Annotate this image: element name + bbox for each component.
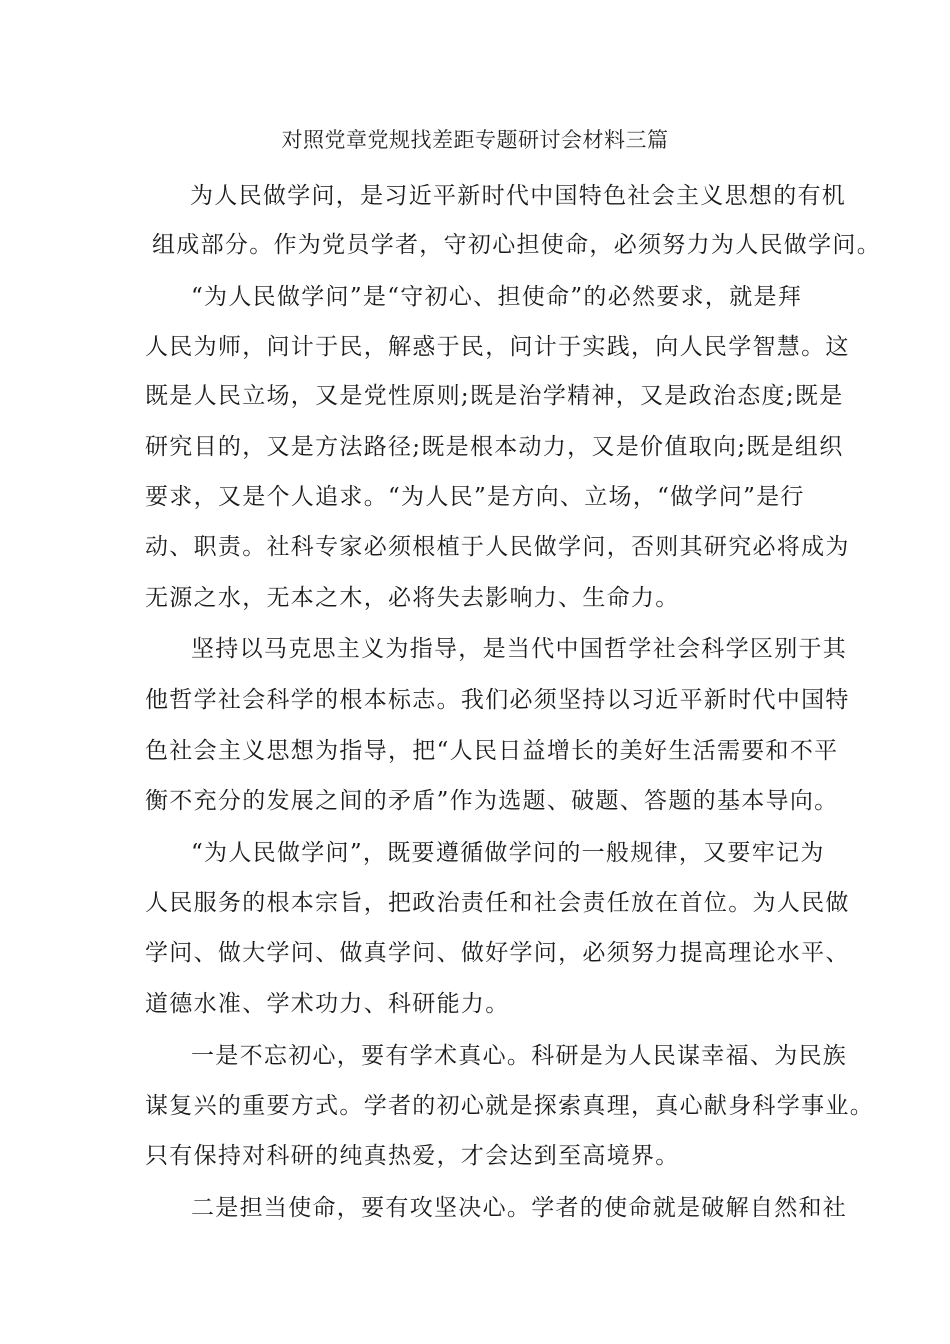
paragraph-line: 动、职责。社科专家必须根植于人民做学问，否则其研究必将成为	[145, 534, 850, 560]
paragraph-line: 一是不忘初心，要有学术真心。科研是为人民谋幸福、为民族	[191, 1043, 848, 1069]
paragraph-line: 道德水准、学术功力、科研能力。	[145, 991, 510, 1017]
paragraph-line: 学问、做大学问、做真学问、做好学问，必须努力提高理论水平、	[145, 940, 850, 966]
paragraph-line: 人民服务的根本宗旨，把政治责任和社会责任放在首位。为人民做	[145, 890, 850, 916]
paragraph-line: 谋复兴的重要方式。学者的初心就是探索真理，真心献身科学事业。	[145, 1093, 874, 1119]
paragraph-line: 组成部分。作为党员学者，守初心担使命，必须努力为人民做学问。	[152, 232, 881, 258]
paragraph-line: “为人民做学问”，既要遵循做学问的一般规律，又要牢记为	[191, 840, 825, 866]
paragraph-line: 研究目的，又是方法路径;既是根本动力，又是价值取向;既是组织	[145, 434, 844, 460]
paragraph-line: 坚持以马克思主义为指导，是当代中国哲学社会科学区别于其	[191, 636, 848, 662]
paragraph-line: 他哲学社会科学的根本标志。我们必须坚持以习近平新时代中国特	[145, 687, 850, 713]
document-title: 对照党章党规找差距专题研讨会材料三篇	[281, 128, 669, 152]
paragraph-line: 衡不充分的发展之间的矛盾”作为选题、破题、答题的基本导向。	[145, 788, 839, 814]
paragraph-line: 既是人民立场，又是党性原则;既是治学精神，又是政治态度;既是	[145, 383, 844, 409]
paragraph-line: 人民为师，问计于民，解惑于民，问计于实践，向人民学智慧。这	[145, 334, 850, 360]
paragraph-line: 只有保持对科研的纯真热爱，才会达到至高境界。	[145, 1143, 680, 1169]
paragraph-line: 无源之水，无本之木，必将失去影响力、生命力。	[145, 585, 680, 611]
paragraph-line: 二是担当使命，要有攻坚决心。学者的使命就是破解自然和社	[191, 1195, 848, 1221]
paragraph-line: 要求，又是个人追求。“为人民”是方向、立场，“做学问”是行	[145, 484, 805, 510]
paragraph-line: 色社会主义思想为指导，把“人民日益增长的美好生活需要和不平	[145, 738, 839, 764]
paragraph-line: “为人民做学问”是“守初心、担使命”的必然要求，就是拜	[191, 284, 803, 310]
paragraph-line: 为人民做学问，是习近平新时代中国特色社会主义思想的有机	[190, 183, 847, 209]
